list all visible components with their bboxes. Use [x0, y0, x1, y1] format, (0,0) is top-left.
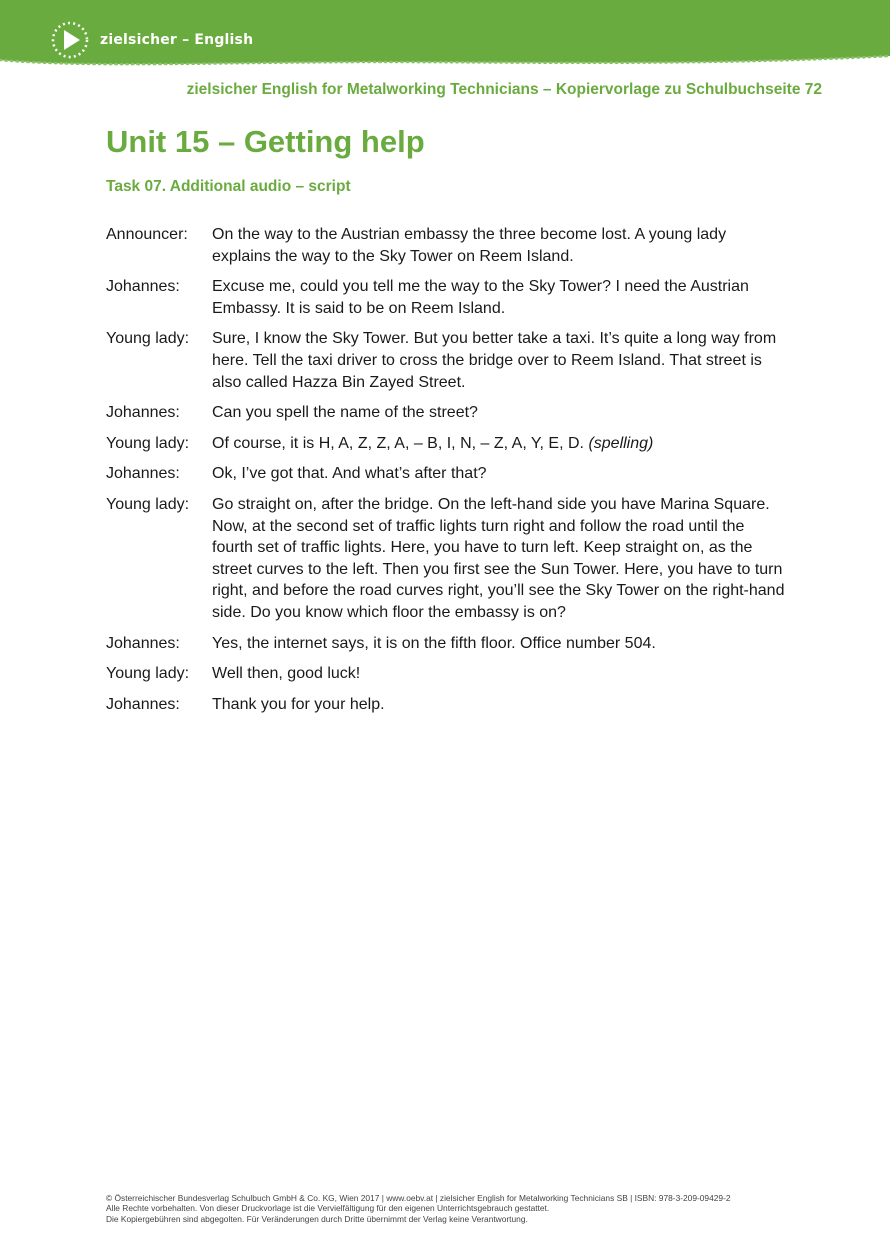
dialogue-line	[106, 402, 788, 424]
speech-text: Excuse me, could you tell me the way to the Sky Tower? I need the Austrian Embassy. It is said to be on Reem Island.	[212, 278, 749, 317]
page-title: Unit 15 – Getting help	[106, 124, 425, 159]
speech-text: Can you spell the name of the street?	[212, 404, 478, 422]
dialogue-line	[106, 328, 788, 393]
footer-liability-line: Die Kopiergebühren sind abgegolten. Für Veränderungen durch Dritte übernimmt der Verlag keine Verantwortung.	[106, 1213, 528, 1224]
dialogue-line	[106, 224, 788, 267]
speech-text: Yes, the internet says, it is on the fifth floor. Office number 504.	[212, 634, 656, 652]
dialogue-line	[106, 463, 788, 485]
brand-name: zielsicher – English	[100, 32, 254, 48]
dialogue-line	[106, 433, 788, 455]
spelling-note: (spelling)	[588, 434, 654, 452]
speech-text: Ok, I’ve got that. And what’s after that?	[212, 465, 487, 483]
speaker-name: Johannes:	[106, 695, 180, 713]
dialogue-line	[106, 694, 788, 716]
page-subheader: zielsicher English for Metalworking Technicians – Kopiervorlage zu Schulbuchseite 72	[186, 81, 822, 98]
spelling-text: Of course, it is H, A, Z, Z, A, – B, I, N, – Z, A, Y, E, D.	[212, 434, 584, 452]
header-banner	[0, 0, 890, 80]
dialogue-script	[106, 224, 788, 724]
play-icon	[50, 20, 90, 60]
speaker-name: Young lady:	[106, 434, 190, 452]
footer-rights-line: Alle Rechte vorbehalten. Von dieser Druckvorlage ist die Vervielfältigung für den eigenen Unterrichtsgebrauch gestattet.	[106, 1203, 550, 1214]
speech-text: Thank you for your help.	[212, 695, 385, 713]
brand-logo[interactable]	[50, 20, 253, 60]
footer-copyright-line: © Österreichischer Bundesverlag Schulbuch GmbH & Co. KG, Wien 2017 | www.oebv.at | zielsicher English for Metalworking Technicians SB | ISBN: 978-3-209-09429-2	[106, 1193, 731, 1203]
copyright-footer	[106, 1193, 806, 1224]
speech-text: Sure, I know the Sky Tower. But you better take a taxi. It’s quite a long way from here. Tell the taxi driver to cross the bridge over to Reem Island. That street is also called Hazza Bin Zayed Street.	[212, 330, 777, 391]
speech-text: Go straight on, after the bridge. On the left-hand side you have Marina Square. Now, at the second set of traffic lights turn right and follow the road until the fourth set of traffic lights. Here, you have to turn left. Keep straight on, as the street curves to the left. Then you first see the Sun Tower. Here, you have to turn right, and before the road curves right, you’ll see the Sky Tower on the right-hand side. Do you know which floor the embassy is on?	[212, 495, 785, 621]
speaker-name: Johannes:	[106, 465, 180, 483]
speech-text: On the way to the Austrian embassy the three become lost. A young lady explains the way to the Sky Tower on Reem Island.	[212, 226, 727, 265]
speaker-name: Johannes:	[106, 634, 180, 652]
speech-text: Well then, good luck!	[212, 665, 361, 683]
speaker-name: Young lady:	[106, 330, 190, 348]
task-title: Task 07. Additional audio – script	[106, 178, 351, 195]
speaker-name: Young lady:	[106, 495, 190, 513]
dialogue-line	[106, 663, 788, 685]
speaker-name: Johannes:	[106, 278, 180, 296]
speech-text	[212, 433, 788, 455]
speaker-name: Johannes:	[106, 404, 180, 422]
dialogue-line	[106, 633, 788, 655]
dialogue-line	[106, 276, 788, 319]
speaker-name: Announcer:	[106, 226, 188, 243]
dialogue-line	[106, 494, 788, 624]
speaker-name: Young lady:	[106, 665, 190, 683]
